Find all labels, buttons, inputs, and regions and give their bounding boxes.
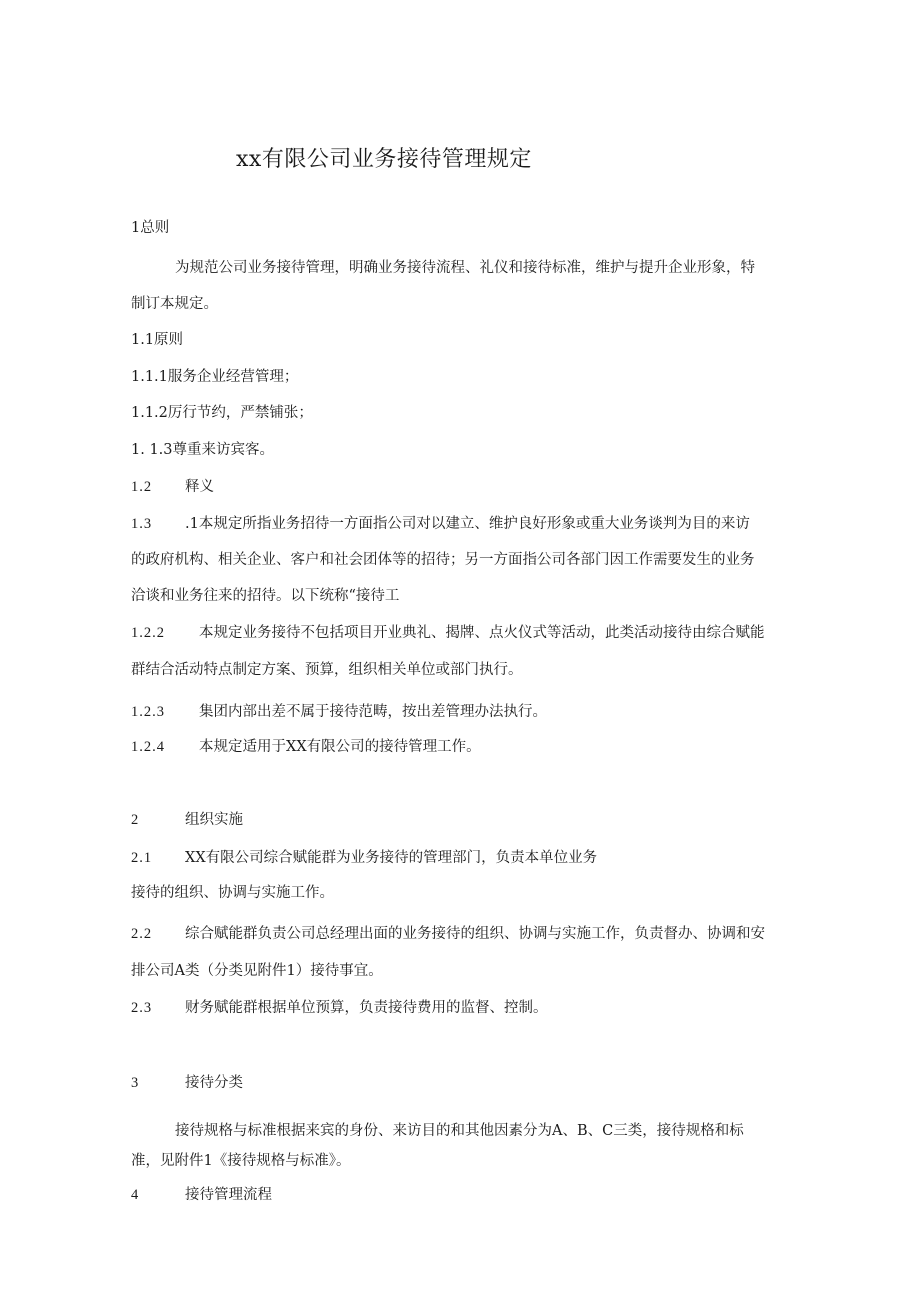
clause-number: 2.3	[131, 1000, 153, 1016]
subsection-heading: 1.1原则	[131, 332, 184, 348]
clause-line: 1. 1.3尊重来访宾客。	[131, 442, 275, 458]
section-heading	[131, 1073, 243, 1093]
clause-line	[131, 848, 597, 868]
paragraph-line: 群结合活动特点制定方案、预算，组织相关单位或部门执行。	[131, 662, 523, 678]
clause-line: 1.1.1服务企业经营管理；	[131, 369, 299, 385]
clause-line	[131, 924, 765, 944]
clause-number: 2.1	[131, 850, 153, 866]
paragraph-line: 洽谈和业务往来的招待。以下统称“接待工	[131, 588, 400, 604]
clause-number: 2.2	[131, 926, 153, 942]
section-heading: 1总则	[131, 220, 170, 236]
clause-text: XX有限公司综合赋能群为业务接待的管理部门，负责本单位业务	[185, 850, 598, 866]
clause-line	[131, 702, 547, 722]
section-heading	[131, 1185, 272, 1205]
clause-text: 释义	[185, 479, 214, 495]
clause-line: 1.1.2厉行节约，严禁铺张；	[131, 405, 313, 421]
subsection-heading	[131, 477, 214, 497]
section-number: 3	[131, 1075, 140, 1091]
clause-number: 1.2.2	[131, 625, 165, 641]
clause-number: 1.2.3	[131, 704, 165, 720]
section-title: 组织实施	[185, 812, 243, 828]
section-number: 2	[131, 812, 140, 828]
paragraph-line: 为规范公司业务接待管理，明确业务接待流程、礼仪和接待标准，维护与提升企业形象，特	[175, 260, 755, 276]
section-title: 接待分类	[185, 1075, 243, 1091]
paragraph-line: 接待规格与标准根据来宾的身份、来访目的和其他因素分为A、B、C三类，接待规格和标	[175, 1123, 744, 1139]
paragraph-line: 接待的组织、协调与实施工作。	[131, 885, 334, 901]
paragraph-line: 排公司A类（分类见附件1）接待事宜。	[131, 963, 383, 979]
paragraph-line: 的政府机构、相关企业、客户和社会团体等的招待；另一方面指公司各部门因工作需要发生的业务	[131, 552, 755, 568]
clause-line	[131, 737, 481, 757]
section-title: 接待管理流程	[185, 1187, 272, 1203]
clause-text: .1本规定所指业务招待一方面指公司对以建立、维护良好形象或重大业务谈判为目的来访	[185, 516, 750, 532]
clause-text: 集团内部出差不属于接待范畴，按出差管理办法执行。	[199, 704, 547, 720]
paragraph-line: 制订本规定。	[131, 296, 218, 312]
clause-text: 综合赋能群负责公司总经理出面的业务接待的组织、协调与实施工作，负责督办、协调和安	[185, 926, 765, 942]
clause-number: 1.3	[131, 516, 153, 532]
section-number: 4	[131, 1187, 140, 1203]
clause-number: 1.2.4	[131, 739, 165, 755]
clause-text: 财务赋能群根据单位预算，负责接待费用的监督、控制。	[185, 1000, 548, 1016]
clause-line	[131, 998, 548, 1018]
clause-number: 1.2	[131, 479, 153, 495]
document-title: xx有限公司业务接待管理规定	[236, 147, 532, 172]
section-heading	[131, 810, 243, 830]
clause-text: 本规定业务接待不包括项目开业典礼、揭牌、点火仪式等活动，此类活动接待由综合赋能	[199, 625, 765, 641]
paragraph-line: 准，见附件1《接待规格与标准》。	[131, 1153, 351, 1169]
clause-text: 本规定适用于XX有限公司的接待管理工作。	[199, 739, 481, 755]
clause-line	[131, 623, 765, 643]
clause-line	[131, 514, 750, 534]
